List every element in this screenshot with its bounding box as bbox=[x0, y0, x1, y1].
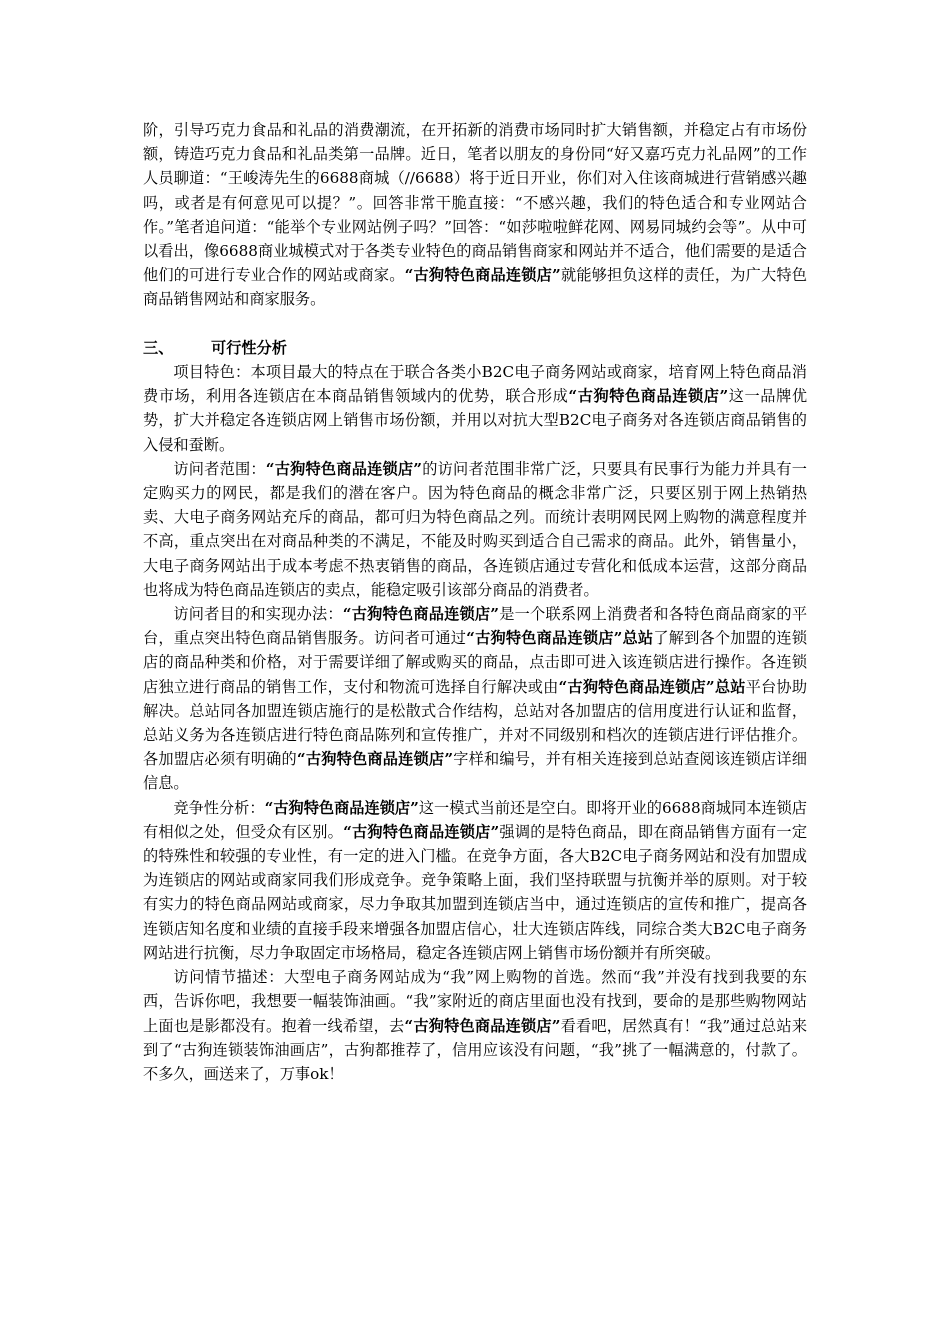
bold-brand-name: “古狗特色商品连锁店”总站 bbox=[466, 629, 654, 648]
text-run: 的访问者范围非常广泛，只要具有民事行为能力并具有一定购买力的网民，都是我们的潜在客户。因为特色商品的概念非常广泛，只要区别于网上热销热卖、大电子商务网站充斥的商品，都可归为特色商品之列。而统计表明网民网上购物的满意程度并不高，重点突出在对商品种类的不满足，不能及时购买到适合自己需求的商品。此外，销售量小，大电子商务网站出于成本考虑不热衷销售的商品，各连锁店通过专营化和低成本运营，这部分商品也将成为特色商品连锁店的卖点，能稳定吸引该部分商品的消费者。 bbox=[143, 459, 807, 599]
paragraph-visit-scenario bbox=[143, 965, 807, 1086]
text-run: 看看吧，居然真有！“我”通过总站来到了“古狗连锁装饰油画店”，古狗都推荐了，信用应该没有问题，“我”挑了一幅满意的，付款了。不多久，画送来了，万事ok！ bbox=[143, 1016, 808, 1083]
section-title: 可行性分析 bbox=[211, 338, 287, 357]
paragraph-visitor-purpose bbox=[143, 602, 807, 796]
bold-brand-name: “古狗特色商品连锁店” bbox=[264, 798, 419, 817]
bold-brand-name: “古狗特色商品连锁店” bbox=[342, 605, 500, 624]
text-run: 这一模式当前还是空白。即将开业的6688商城同本连锁店有相似之处，但受众有区别。 bbox=[143, 798, 807, 841]
section-heading bbox=[143, 336, 807, 360]
text-run: 竞争性分析： bbox=[173, 798, 265, 817]
bold-brand-name: “古狗特色商品连锁店” bbox=[404, 1016, 561, 1035]
text-run: 强调的是特色商品，即在商品销售方面有一定的特殊性和较强的专业性，有一定的进入门槛。在竞争方面，各大B2C电子商务网站和没有加盟成为连锁店的网站或商家同我们形成竞争。竞争策略上面，我们坚持联盟与抗衡并举的原则。对于较有实力的特色商品网站或商家，尽力争取其加盟到连锁店当中，通过连锁店的宣传和推广，提高各连锁店知名度和业绩的直接手段来增强各加盟店信心，壮大连锁店阵线，同综合类大B2C电子商务网站进行抗衡，尽力争取固定市场格局，稳定各连锁店网上销售市场份额并有所突破。 bbox=[143, 822, 808, 962]
text-run: 了解到各个加盟的连锁店的商品种类和价格，对于需要详细了解或购买的商品，点击即可进入该连锁店进行操作。各连锁店独立进行商品的销售工作，支付和物流可选择自行解决或由 bbox=[143, 629, 808, 696]
bold-brand-name: “古狗特色商品连锁店” bbox=[296, 750, 454, 769]
text-run: 访问者目的和实现办法： bbox=[173, 605, 343, 624]
text-run: 访问者范围： bbox=[173, 459, 266, 478]
section-number: 三、 bbox=[143, 338, 174, 357]
text-run: 字样和编号，并有相关连接到总站查阅该连锁店详细信息。 bbox=[143, 750, 807, 793]
text-run: 这一品牌优势，扩大并稳定各连锁店网上销售市场份额，并用以对抗大型B2C电子商务对各连锁店商品销售的入侵和蚕断。 bbox=[143, 387, 808, 454]
bold-brand-name: “古狗特色商品连锁店” bbox=[568, 387, 729, 406]
bold-brand-name: “古狗特色商品连锁店”总站 bbox=[558, 677, 746, 696]
text-run: 是一个联系网上消费者和各特色商品商家的平台，重点突出特色商品销售服务。访问者可通过 bbox=[143, 605, 808, 648]
text-run: 平台协助解决。总站同各加盟连锁店施行的是松散式合作结构，总站对各加盟店的信用度进行认证和监督，总站义务为各连锁店进行特色商品陈列和宣传推广，并对不同级别和档次的连锁店进行评估推介。各加盟店必须有明确的 bbox=[143, 677, 808, 769]
paragraph-visitor-scope bbox=[143, 457, 807, 602]
document-page bbox=[143, 118, 807, 1086]
bold-brand-name: “古狗特色商品连锁店” bbox=[343, 822, 500, 841]
bold-brand-name: “古狗特色商品连锁店” bbox=[404, 266, 561, 285]
paragraph-project-features bbox=[143, 360, 807, 457]
text-run: 访问情节描述：大型电子商务网站成为“我”网上购物的首选。然而“我”并没有找到我要的东西，告诉你吧，我想要一幅装饰油画。“我”家附近的商店里面也没有找到，要命的是那些购物网站上面也是影都没有。抱着一线希望，去 bbox=[143, 968, 807, 1035]
bold-brand-name: “古狗特色商品连锁店” bbox=[265, 459, 423, 478]
text-run: 就能够担负这样的责任，为广大特色商品销售网站和商家服务。 bbox=[143, 266, 807, 309]
paragraph-intro-continued bbox=[143, 118, 807, 312]
paragraph-competition-analysis bbox=[143, 796, 807, 965]
text-run: 阶，引导巧克力食品和礼品的消费潮流，在开拓新的消费市场同时扩大销售额，并稳定占有市场份额，铸造巧克力食品和礼品类第一品牌。近日，笔者以朋友的身份同“好又嘉巧克力礼品网”的工作人员聊道：“王峻涛先生的6688商城（//6688）将于近日开业，你们对入住该商城进行营销感兴趣吗，或者是有何意见可以提？”。回答非常干脆直接：“不感兴趣，我们的特色适合和专业网站合作。”笔者追问道：“能举个专业网站例子吗？”回答：“如莎啦啦鲜花网、网易同城约会等”。从中可以看出，像6688商业城模式对于各类专业特色的商品销售商家和网站并不适合，他们需要的是适合他们的可进行专业合作的网站或商家。 bbox=[143, 121, 807, 285]
blank-line bbox=[143, 312, 807, 336]
text-run: 项目特色：本项目最大的特点在于联合各类小B2C电子商务网站或商家，培育网上特色商品消费市场，利用各连锁店在本商品销售领域内的优势，联合形成 bbox=[143, 363, 807, 406]
